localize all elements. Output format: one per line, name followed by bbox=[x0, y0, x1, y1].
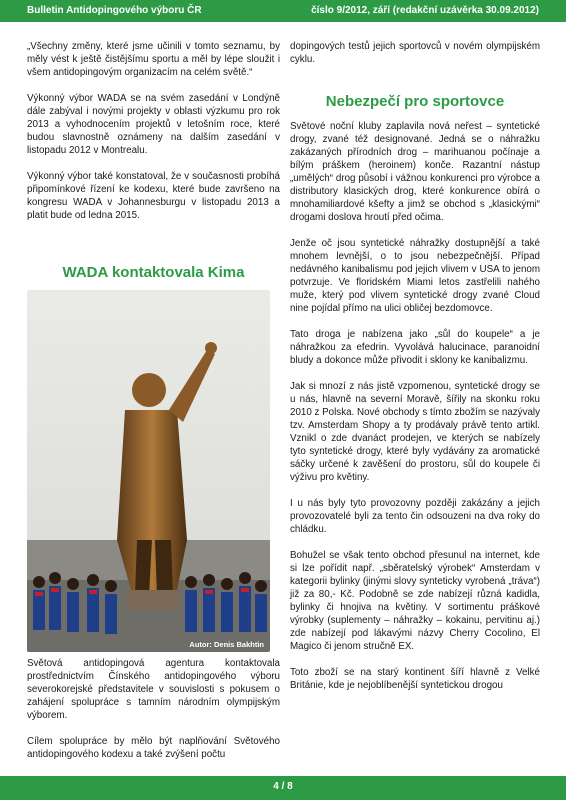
issue-info: číslo 9/2012, září (redakční uzávěrka 30.09.2012) bbox=[311, 5, 539, 16]
wada-code-paragraph: Výkonný výbor také konstatoval, že v současnosti probíhá připomínkové řízení ke kodexu, které bude završeno na kongresu WADA v Johannesburgu v listopadu 2013 a platit bude od ledna 2015. bbox=[27, 171, 280, 221]
synthetic-drugs-paragraph: Světové noční kluby zaplavila nová neřest – syntetické drogy, zvané též designované. Jedná se o náhražku zakázaných přírodních drog – marihuanou počínaje a bílým práškem (heroinem) konče. Razantní nástup „umělých“ drog působí i vážnou konkurenci pro výrobce a distributory klasických drog, které konkurence obírá o mnohamiliardové kšefty a jimž se obchod s „klasickými“ drogami doslova hroutí před očima. bbox=[290, 121, 540, 223]
bulletin-title: Bulletin Antidopingového výboru ČR bbox=[27, 5, 202, 16]
right-column-body bbox=[290, 120, 540, 705]
britain-paragraph: Toto zboží se na starý kontinent šíří hlavně z Velké Británie, kde je nejoblíbenější syntetickou drogou bbox=[290, 667, 540, 691]
page-number: 4 / 8 bbox=[273, 781, 293, 792]
wada-research-paragraph: Výkonný výbor WADA se na svém zasedání v Londýně dále zabýval i novými projekty v oblasti výzkumu pro rok 2013 a vyhodnocením projektů v letošním roce, které budou slavnostně oznámeny na dalším zasedání v listopadu 2012 v Montrealu. bbox=[27, 93, 280, 156]
cheaper-dangerous-paragraph: Jenže oč jsou syntetické náhražky dostupnější a také mnohem levnější, o to jsou nebezpečnější. Případ nedávného kanibalismu pod jejich vlivem v USA to jenom potvrzuje. Ve floridském Miami letos zastřelili nahého muže, který pod vlivem syntetické drogy zvané Cloud nine pojídal přímo na ulici obličej bezdomovce. bbox=[290, 238, 540, 314]
cooperation-paragraph: Cílem spolupráce by mělo být naplňování Světového antidopingového kodexu a také zvýšení počtu bbox=[27, 736, 280, 760]
north-korea-paragraph: Světová antidopingová agentura kontaktovala prostřednictvím Čínského antidopingového výboru severokorejské představitele v souvislosti s pokusem o zahájení spolupráce s tamním národním olympijským výborem. bbox=[27, 658, 280, 721]
left-column-top bbox=[27, 40, 280, 235]
danger-heading-block bbox=[290, 93, 540, 110]
section-heading: WADA kontaktovala Kima bbox=[62, 264, 245, 281]
olympic-cycle-paragraph: dopingových testů jejich sportovců v novém olympijském cyklu. bbox=[290, 41, 540, 65]
quote-paragraph: „Všechny změny, které jsme učinili v tomto seznamu, by měly vést k ještě čistějšímu sportu a měl by lépe sloužit i všem antidopingovým organizacím na celém světě.“ bbox=[27, 41, 280, 78]
shops-banned-paragraph: I u nás byly tyto provozovny později zakázány a jejich provozovatelé byli za tento čin odsouzeni na dva roky do chládku. bbox=[290, 498, 540, 535]
left-column-bottom bbox=[27, 657, 280, 774]
bulletin-header bbox=[0, 0, 566, 22]
wada-heading-block bbox=[27, 264, 280, 281]
right-column-top bbox=[290, 40, 540, 79]
amsterdam-shops-paragraph: Jak si mnozí z nás jistě vzpomenou, syntetické drogy se u nás, hlavně na severní Moravě, šířily na skonku roku 2010 z Polska. Nové obchody s tímto zbožím se nazývaly tzv. Amsterdam Shopy a ty prodávaly právě tento artikl. Vznikl o zde dvanáct prodejen, ve kterých se nabízely tyto syntetické drogy, které byly vydávány za aromatické sáčky určené k zavěšení do prostoru, sůl do koupele či výživu pro květiny. bbox=[290, 381, 540, 483]
section-heading: Nebezpečí pro sportovce bbox=[325, 93, 505, 110]
statue-photo-icon bbox=[27, 290, 270, 652]
internet-trade-paragraph: Bohužel se však tento obchod přesunul na internet, kde si lze pořídit např. „sběratelský výrobek“ Amsterdam v kategorii bylinky (jinými slovy synteticky vyrobená „tráva“) již za 80,- Kč. Podobně se zde nabízejí různá kadidla, bylinky či hnojiva na květiny. V sortimentu práškové výrobky (suplementy – náhražky – kokainu, pervitinu aj.) zde nabízejí pod lákavými názvy Cherry Cocolino, El Magico či jenom stručně EX. bbox=[290, 550, 540, 652]
photo-credit: Autor: Denis Bakhtin bbox=[189, 640, 264, 649]
bath-salt-paragraph: Tato droga je nabízena jako „sůl do koupele“ a je náhražkou za efedrin. Vyvolává halucinace, paranoidní bludy a dokonce může přivodit i sklony ke kanibalizmu. bbox=[290, 329, 540, 366]
statue-photo bbox=[27, 290, 270, 652]
page-footer bbox=[0, 776, 566, 800]
